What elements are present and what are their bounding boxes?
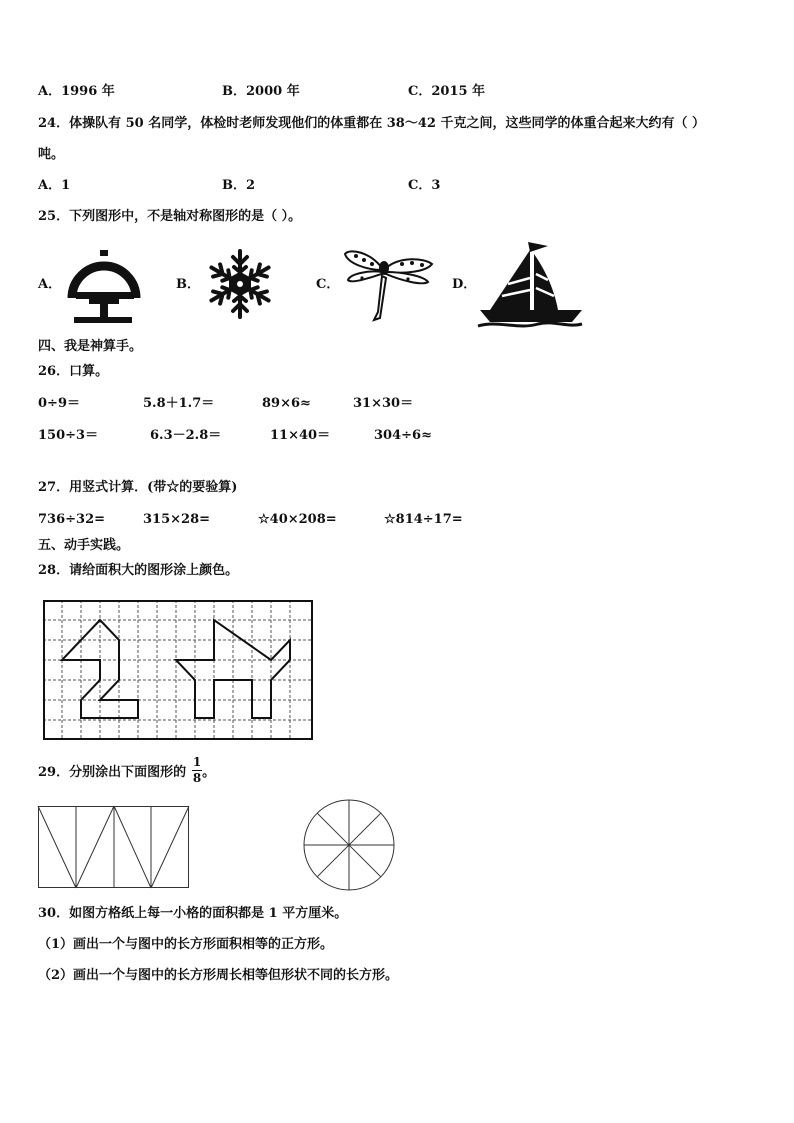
- section-5-title: 五、动手实践。: [38, 538, 130, 553]
- q28-grid-figure: [43, 600, 313, 740]
- q26-item-7: 11×40＝: [270, 428, 331, 443]
- q24-option-b: B．2: [222, 178, 256, 193]
- sailboat-icon: [478, 238, 586, 330]
- q28-title: 28．请给面积大的图形涂上颜色。: [38, 563, 239, 578]
- q29-fraction-numerator: 1: [192, 755, 202, 769]
- q26-item-6: 6.3－2.8＝: [150, 428, 222, 443]
- q27-item-3: ☆40×208=: [258, 512, 337, 527]
- q29-fraction-denominator: 8: [192, 771, 202, 785]
- q30-sub-1: （1）画出一个与图中的长方形面积相等的正方形。: [38, 937, 334, 952]
- q26-item-5: 150÷3＝: [38, 428, 99, 443]
- q29-title: 29．分别涂出下面图形的 。: [38, 765, 216, 780]
- q25-label-d: D．: [452, 277, 477, 292]
- q25-question: 25．下列图形中，不是轴对称图形的是（ ）。: [38, 209, 302, 224]
- q27-item-1: 736÷32=: [38, 512, 106, 527]
- q23-option-c: C．2015 年: [408, 84, 486, 99]
- q25-label-b: B．: [176, 277, 200, 292]
- q26-item-4: 31×30＝: [353, 396, 414, 411]
- q29-circle-figure: [302, 798, 396, 892]
- q24-option-c: C．3: [408, 178, 441, 193]
- q30-title: 30．如图方格纸上每一小格的面积都是 1 平方厘米。: [38, 906, 348, 921]
- q24-option-a: A．1: [38, 178, 71, 193]
- q24-question-cont: 吨。: [38, 147, 65, 162]
- q26-title: 26．口算。: [38, 364, 109, 379]
- q26-item-8: 304÷6≈: [374, 428, 432, 443]
- q29-rectangle-figure: [38, 806, 190, 888]
- q27-title: 27．用竖式计算．(带☆的要验算): [38, 480, 238, 495]
- dragonfly-icon: [342, 246, 434, 322]
- snowflake-icon: [203, 246, 277, 322]
- q26-item-1: 0÷9＝: [38, 396, 80, 411]
- q27-item-4: ☆814÷17=: [384, 512, 463, 527]
- subway-logo-icon: [64, 244, 144, 326]
- section-4-title: 四、我是神算手。: [38, 339, 143, 354]
- q23-option-b: B．2000 年: [222, 84, 300, 99]
- q24-question: 24．体操队有 50 名同学，体检时老师发现他们的体重都在 38～42 千克之间，这些同学的体重合起来大约有（ ）: [38, 116, 705, 131]
- q29-fraction: [192, 756, 202, 785]
- q23-option-a: A．1996 年: [38, 84, 115, 99]
- q27-item-2: 315×28=: [143, 512, 211, 527]
- q26-item-2: 5.8＋1.7＝: [143, 396, 215, 411]
- q25-label-a: A．: [38, 277, 62, 292]
- q26-item-3: 89×6≈: [262, 396, 311, 411]
- q25-label-c: C．: [316, 277, 340, 292]
- q30-sub-2: （2）画出一个与图中的长方形周长相等但形状不同的长方形。: [38, 968, 399, 983]
